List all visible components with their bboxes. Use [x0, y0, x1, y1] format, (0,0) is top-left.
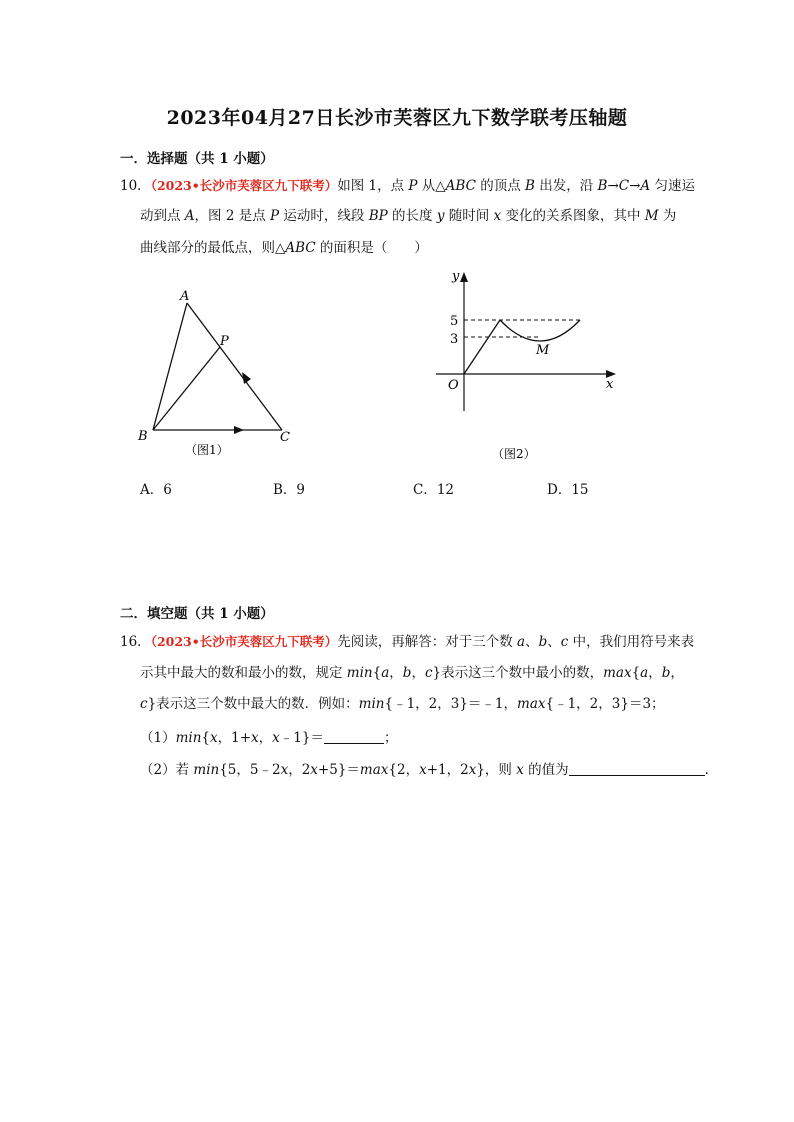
figure-1-caption: （图1） — [185, 443, 229, 457]
label-C: C — [280, 430, 290, 445]
graph-line-segment — [464, 320, 500, 374]
segment-BP — [153, 347, 220, 430]
question-10-line-3: 曲线部分的最低点，则△ABC 的面积是（ ） — [140, 240, 428, 256]
figure-1-triangle — [130, 285, 310, 460]
option-c[interactable]: C．12 — [413, 482, 455, 498]
question-16-part-1: （1）min{x，1+x，x﹣1}＝ ； — [140, 730, 398, 746]
question-number: 10． — [120, 178, 151, 194]
option-a[interactable]: A．6 — [140, 482, 172, 498]
question-10-line-2: 动到点 A，图 2 是点 P 运动时，线段 BP 的长度 y 随时间 x 变化的关系图象，其中 M 为 — [140, 208, 677, 224]
option-d[interactable]: D．15 — [547, 482, 589, 498]
figure-2-graph — [420, 266, 630, 466]
tick-3: 3 — [450, 332, 459, 347]
question-10-line-1: 10．（2023•长沙市芙蓉区九下联考）如图 1，点 P 从△ABC 的顶点 B 出发，沿 B→C→A 匀速运 — [120, 178, 695, 194]
page-title: 2023年04月27日长沙市芙蓉区九下数学联考压轴题 — [166, 107, 628, 129]
label-A: A — [180, 289, 190, 304]
question-16-line-2: 示其中最大的数和最小的数，规定 min{a，b，c}表示这三个数中最小的数，max{a，b， — [140, 665, 684, 681]
graph-curve — [500, 320, 580, 341]
arrow-B-to-C-icon — [234, 426, 244, 434]
tick-5: 5 — [450, 314, 459, 329]
label-O: O — [448, 378, 459, 393]
arrow-C-to-A-icon — [242, 372, 251, 384]
figure-2-caption: （图2） — [492, 447, 536, 461]
label-P: P — [220, 334, 229, 349]
section-heading-fill-blank: 二．填空题（共 1 小题） — [120, 606, 274, 622]
question-16-line-3: c}表示这三个数中最大的数．例如：min{﹣1，2，3}＝﹣1，max{﹣1，2，3}＝3； — [140, 696, 665, 712]
question-16-part-2: （2）若 min{5，5﹣2x，2x+5}＝max{2，x+1，2x}，则 x 的值为 ． — [140, 762, 719, 778]
section-heading-choice: 一．选择题（共 1 小题） — [120, 151, 274, 167]
label-y: y — [452, 269, 460, 284]
segment-AC — [187, 303, 282, 430]
question-source: （2023•长沙市芙蓉区九下联考） — [150, 178, 338, 193]
question-16-line-1: 16．（2023•长沙市芙蓉区九下联考）先阅读，再解答：对于三个数 a、b、c 中，我们用符号来表 — [120, 634, 695, 650]
y-axis-arrow-icon — [460, 272, 468, 282]
option-b[interactable]: B．9 — [273, 482, 306, 498]
answer-blank-2[interactable] — [569, 761, 705, 776]
label-x: x — [606, 377, 614, 392]
answer-blank-1[interactable] — [324, 729, 384, 744]
segment-AB — [153, 303, 187, 430]
label-B: B — [138, 429, 148, 444]
label-M: M — [536, 343, 550, 358]
